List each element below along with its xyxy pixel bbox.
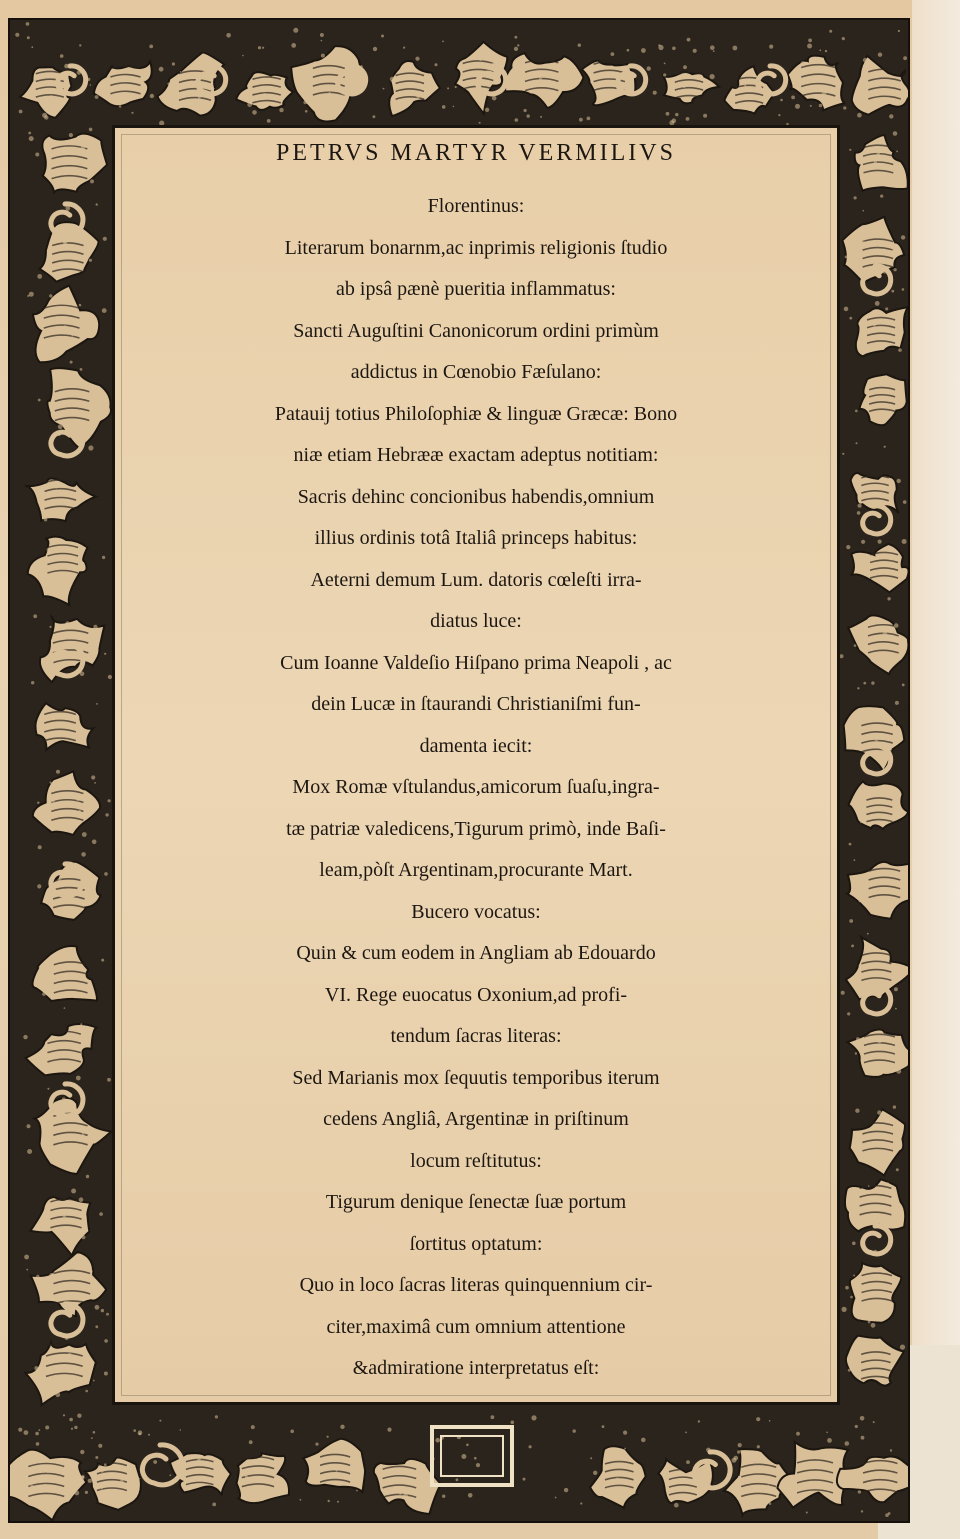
text-line: VI. Rege euocatus Oxonium,ad profi- (324, 983, 628, 1006)
text-line: Patauij totius Philoſophiæ & linguæ Græcæ: Bono (274, 402, 678, 425)
text-line: Florentinus: (427, 195, 525, 217)
text-line: Sacris dehinc concionibus habendis,omnium (297, 485, 655, 508)
text-line: niæ etiam Hebrææ exactam adeptus notitiam: (293, 444, 659, 466)
text-line: &admiratione interpretatus eſt: (352, 1357, 600, 1379)
text-line: Aeterni demum Lum. datoris cœleſti irra- (310, 568, 642, 591)
text-line: Sed Marianis mox ſequutis temporibus iterum (292, 1066, 660, 1089)
text-panel (112, 125, 840, 1405)
text-line: Quin & cum eodem in Angliam ab Edouardo (296, 942, 656, 964)
text-line: Literarum bonarnm,ac inprimis religionis ſtudio (284, 236, 668, 259)
text-line: cedens Angliâ, Argentinæ in priſtinum (323, 1108, 629, 1130)
text-line: diatus luce: (430, 610, 522, 632)
paper-edge (912, 0, 960, 1539)
text-line: damenta iecit: (419, 734, 533, 757)
text-line: Bucero vocatus: (411, 900, 541, 923)
text-line: illius ordinis totâ Italiâ princeps habitus: (314, 527, 638, 549)
text-line: locum reſtitutus: (410, 1149, 542, 1172)
text-line: citer,maximâ cum omnium attentione (326, 1315, 626, 1338)
text-line: Mox Romæ vſtulandus,amicorum ſuaſu,ingra- (292, 776, 660, 798)
text-line: Cum Ioanne Valdeſio Hiſpano prima Neapoli , ac (280, 651, 672, 674)
text-line: tæ patriæ valedicens,Tigurum primò, inde Baſi- (286, 817, 666, 840)
text-line: Quo in loco ſacras literas quinquennium cir- (299, 1274, 653, 1296)
bottom-cartouche (430, 1425, 514, 1487)
text-line: dein Lucæ in ſtaurandi Christianiſmi fun- (311, 693, 641, 715)
text-line: leam,pòſt Argentinam,procurante Mart. (319, 859, 633, 881)
body-text (115, 186, 837, 1390)
text-line: tendum ſacras literas: (390, 1025, 562, 1047)
text-line: Tigurum denique ſenectæ ſuæ portum (325, 1191, 627, 1213)
text-line: ſortitus optatum: (409, 1232, 543, 1255)
text-line: addictus in Cœnobio Fæſulano: (350, 361, 602, 383)
page-title: PETRVS MARTYR VERMILIVS (276, 140, 676, 166)
text-line: Sancti Auguſtini Canonicorum ordini primùm (293, 319, 659, 342)
text-line: ab ipsâ pænè pueritia inflammatus: (336, 278, 616, 300)
